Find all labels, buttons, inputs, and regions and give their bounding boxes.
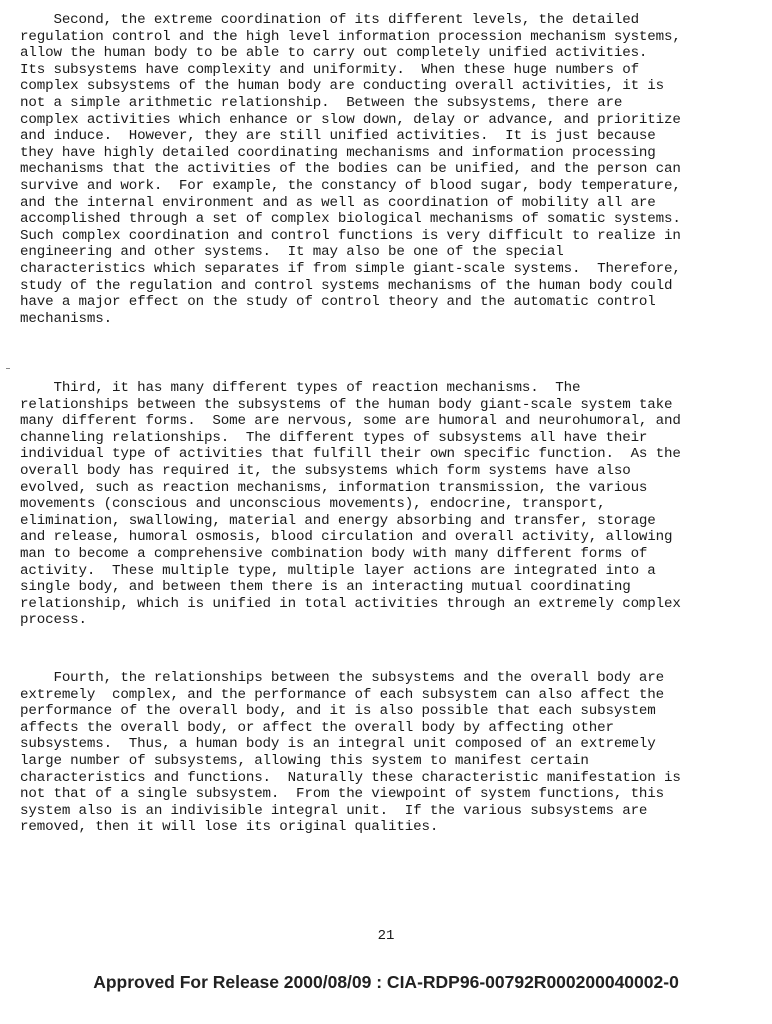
text-line: complex activities which enhance or slow down, delay or advance, and prioritize	[20, 111, 681, 128]
text-line: have a major effect on the study of control theory and the automatic control	[20, 294, 656, 311]
text-line: characteristics which separates if from simple giant-scale systems. Therefore,	[20, 260, 681, 277]
text-line: process.	[20, 612, 87, 629]
text-line: they have highly detailed coordinating mechanisms and information processing	[20, 144, 656, 161]
text-line: affects the overall body, or affect the overall body by affecting other	[20, 719, 614, 736]
text-line: single body, and between them there is an interacting mutual coordinating	[20, 579, 631, 596]
text-line: Such complex coordination and control functions is very difficult to realize in	[20, 227, 681, 244]
paragraph-second	[20, 12, 766, 327]
text-line: regulation control and the high level information procession mechanism systems,	[20, 28, 681, 45]
text-line: overall body has required it, the subsystems which form systems have also	[20, 462, 631, 479]
text-line: large number of subsystems, allowing this system to manifest certain	[20, 752, 589, 769]
text-line: Second, the extreme coordination of its different levels, the detailed	[20, 12, 639, 28]
margin-mark	[6, 368, 10, 369]
text-line: allow the human body to be able to carry out completely unified activities.	[20, 45, 648, 62]
text-line: Its subsystems have complexity and uniformity. When these huge numbers of	[20, 61, 639, 78]
text-line: characteristics and functions. Naturally these characteristic manifestation is	[20, 769, 681, 786]
text-line: performance of the overall body, and it is also possible that each subsystem	[20, 703, 656, 720]
text-line: individual type of activities that fulfill their own specific function. As the	[20, 446, 681, 463]
text-line: man to become a comprehensive combination body with many different forms of	[20, 545, 648, 562]
text-line: and the internal environment and as well as coordination of mobility all are	[20, 194, 656, 211]
text-line: mechanisms.	[20, 310, 113, 327]
text-line: elimination, swallowing, material and energy absorbing and transfer, storage	[20, 512, 656, 529]
text-line: engineering and other systems. It may also be one of the special	[20, 244, 564, 261]
release-footer: Approved For Release 2000/08/09 : CIA-RDP96-00792R000200040002-0	[93, 972, 679, 992]
text-line: and induce. However, they are still unified activities. It is just because	[20, 128, 656, 145]
text-line: not a simple arithmetic relationship. Between the subsystems, there are	[20, 94, 623, 111]
text-line: movements (conscious and unconscious movements), endocrine, transport,	[20, 496, 606, 513]
text-line: mechanisms that the activities of the bodies can be unified, and the person can	[20, 161, 681, 178]
text-line: system also is an indivisible integral unit. If the various subsystems are	[20, 802, 648, 819]
text-line: evolved, such as reaction mechanisms, information transmission, the various	[20, 479, 648, 496]
text-line: relationship, which is unified in total activities through an extremely complex	[20, 595, 681, 612]
text-line: extremely complex, and the performance of each subsystem can also affect the	[20, 686, 665, 703]
text-line: activity. These multiple type, multiple layer actions are integrated into a	[20, 562, 656, 579]
text-line: many different forms. Some are nervous, some are humoral and neurohumoral, and	[20, 413, 681, 430]
text-line: subsystems. Thus, a human body is an integral unit composed of an extremely	[20, 736, 656, 753]
text-line: channeling relationships. The different types of subsystems all have their	[20, 429, 648, 446]
paragraph-third	[20, 380, 766, 629]
text-line: Third, it has many different types of reaction mechanisms. The	[20, 380, 581, 396]
text-line: removed, then it will lose its original qualities.	[20, 819, 439, 836]
text-line: survive and work. For example, the constancy of blood sugar, body temperature,	[20, 177, 681, 194]
text-line: accomplished through a set of complex biological mechanisms of somatic systems.	[20, 211, 681, 228]
text-line: complex subsystems of the human body are conducting overall activities, it is	[20, 78, 665, 95]
text-line: study of the regulation and control systems mechanisms of the human body could	[20, 277, 673, 294]
text-line: Fourth, the relationships between the subsystems and the overall body are	[20, 670, 665, 686]
text-line: relationships between the subsystems of the human body giant-scale system take	[20, 396, 673, 413]
paragraph-fourth	[20, 670, 766, 836]
page-number: 21	[377, 928, 395, 944]
text-line: not that of a single subsystem. From the viewpoint of system functions, this	[20, 786, 665, 803]
text-line: and release, humoral osmosis, blood circulation and overall activity, allowing	[20, 529, 673, 546]
